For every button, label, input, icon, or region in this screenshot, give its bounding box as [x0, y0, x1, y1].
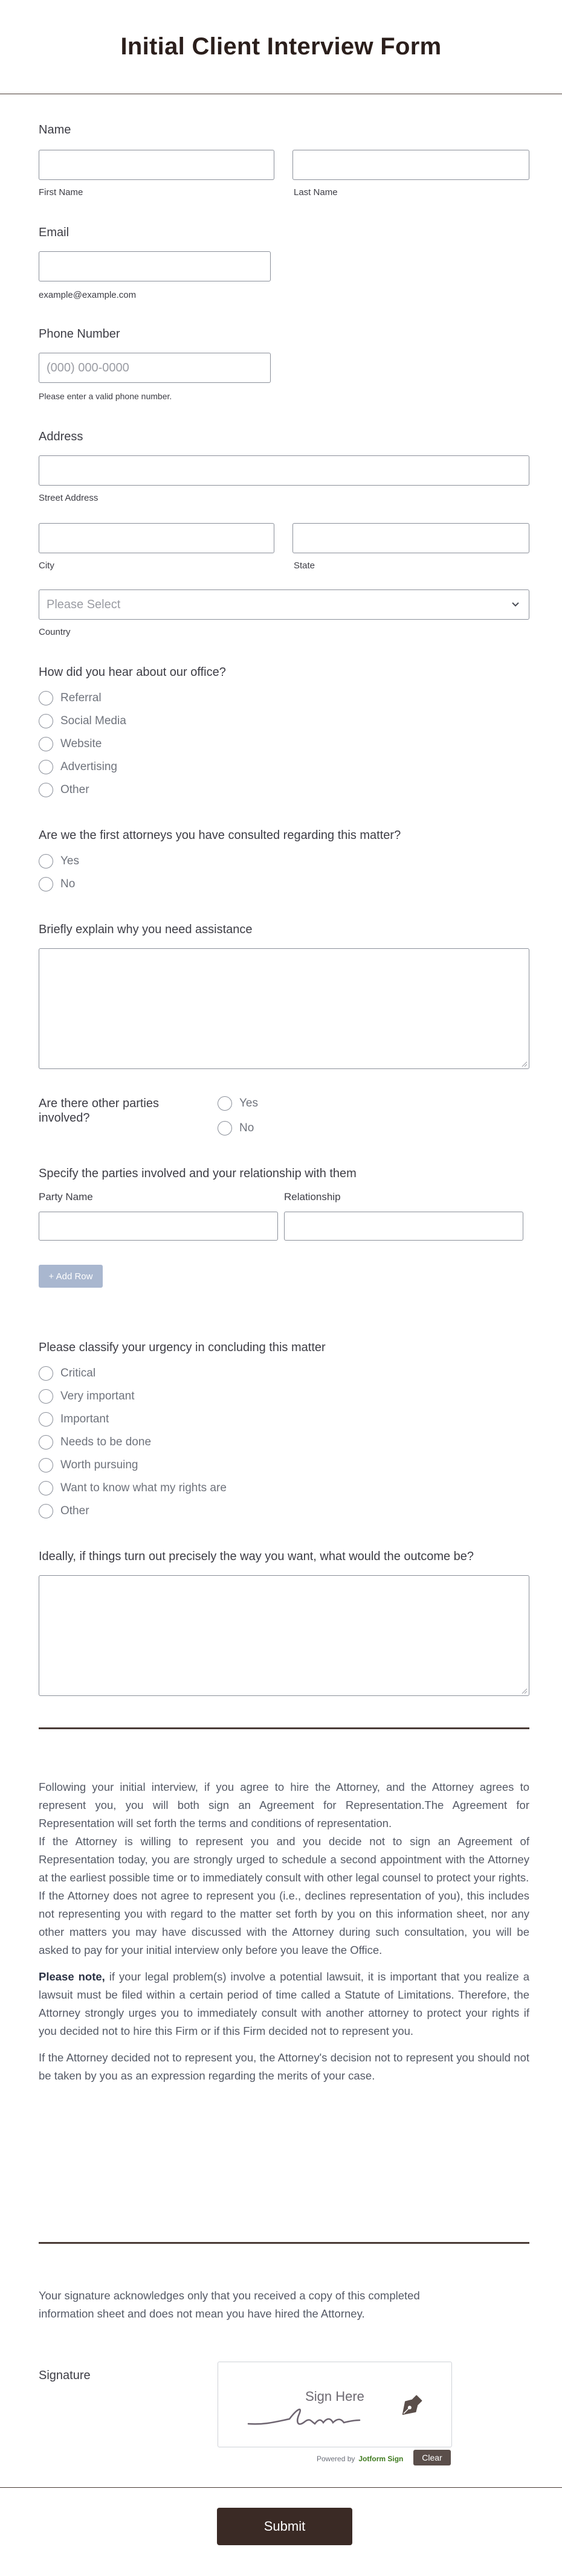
urgency-label: Please classify your urgency in concluding this matter — [39, 1341, 326, 1354]
radio-other[interactable] — [39, 783, 89, 797]
pen-nib-icon — [397, 2392, 425, 2420]
first-attorneys-label: Are we the first attorneys you have consulted regarding this matter? — [39, 829, 401, 842]
add-row-button[interactable]: + Add Row — [39, 1265, 103, 1288]
radio-label: Needs to be done — [60, 1436, 152, 1448]
first-name-sublabel: First Name — [39, 187, 83, 198]
radio-label: Other — [60, 783, 89, 796]
street-address-input[interactable] — [39, 455, 529, 486]
radio-circle[interactable] — [39, 760, 53, 774]
radio-label: Very important — [60, 1390, 135, 1402]
signature-placeholder: Sign Here — [305, 2389, 364, 2404]
signature-pad[interactable] — [218, 2362, 452, 2447]
phone-sublabel: Please enter a valid phone number. — [39, 391, 172, 401]
info-paragraph: If the Attorney decided not to represent you, the Attorney's decision not to represent you should not be taken by you as an expression regarding the merits of your case. — [39, 2051, 529, 2082]
radio-label: Want to know what my rights are — [60, 1482, 227, 1494]
section-divider — [39, 2242, 529, 2244]
radio-needs-to-be-done[interactable] — [39, 1435, 151, 1450]
name-label: Name — [39, 123, 71, 137]
outcome-label: Ideally, if things turn out precisely the way you want, what would the outcome be? — [39, 1550, 474, 1563]
email-input[interactable] — [39, 251, 271, 281]
radio-circle[interactable] — [39, 783, 53, 797]
city-input[interactable] — [39, 523, 274, 553]
radio-no[interactable] — [39, 877, 75, 891]
info-text — [39, 1778, 529, 2085]
radio-critical[interactable] — [39, 1366, 95, 1381]
resize-grip-icon[interactable] — [521, 1061, 527, 1067]
outcome-textarea[interactable] — [39, 1575, 529, 1696]
radio-circle[interactable] — [39, 1435, 53, 1450]
radio-very-important[interactable] — [39, 1389, 135, 1404]
hear-about-label: How did you hear about our office? — [39, 666, 226, 679]
country-sublabel: Country — [39, 627, 71, 637]
acknowledge-line: information sheet and does not mean you have hired the Attorney. — [39, 2307, 365, 2320]
chevron-down-icon — [511, 599, 520, 609]
radio-circle[interactable] — [39, 877, 53, 891]
radio-circle[interactable] — [39, 1458, 53, 1473]
radio-yes[interactable] — [39, 854, 79, 869]
relationship-input[interactable] — [284, 1212, 523, 1241]
other-parties-label-line: involved? — [39, 1111, 90, 1125]
radio-label: Referral — [60, 692, 102, 704]
info-paragraph: If the Attorney is willing to represent you and you decide not to sign an Agreement of Representation today, you are strongly urged to schedule a second appointment with the Attorney at the earliest possible time or to immediately consult with other legal counsel to protect your rights. — [39, 1835, 529, 1884]
other-parties-label — [39, 1096, 159, 1125]
info-paragraph-note — [39, 1968, 529, 2040]
info-paragraph: Following your initial interview, if you agree to hire the Attorney, and the Attorney agrees to represent you, you will both sign an Agreement for Representation.The Agreement for Representation will set forth the terms and conditions of representation. — [39, 1781, 529, 1829]
address-label: Address — [39, 430, 83, 443]
street-address-sublabel: Street Address — [39, 493, 99, 503]
radio-circle[interactable] — [218, 1121, 232, 1135]
city-sublabel: City — [39, 560, 54, 571]
radio-circle[interactable] — [39, 1504, 53, 1518]
relationship-header: Relationship — [284, 1191, 341, 1203]
radio-label: Yes — [60, 855, 79, 867]
radio-circle[interactable] — [39, 1366, 53, 1381]
resize-grip-icon[interactable] — [521, 1688, 527, 1694]
acknowledge-line: Your signature acknowledges only that you received a copy of this completed — [39, 2289, 420, 2302]
email-sublabel: example@example.com — [39, 290, 137, 300]
email-label: Email — [39, 226, 69, 239]
radio-referral[interactable] — [39, 691, 102, 705]
radio-label: No — [60, 878, 76, 890]
radio-circle[interactable] — [39, 1389, 53, 1404]
radio-circle[interactable] — [39, 1481, 53, 1495]
radio-circle[interactable] — [218, 1096, 232, 1111]
radio-label: Worth pursuing — [60, 1459, 138, 1471]
state-sublabel: State — [294, 560, 315, 571]
signature-label: Signature — [39, 2369, 91, 2382]
radio-website[interactable] — [39, 737, 102, 751]
radio-want-to-know-rights[interactable] — [39, 1481, 227, 1495]
other-parties-label-line: Are there other parties — [39, 1097, 159, 1110]
explain-textarea[interactable] — [39, 948, 529, 1069]
radio-label: Other — [60, 1505, 89, 1517]
first-name-input[interactable] — [39, 150, 274, 180]
form-header — [0, 0, 562, 94]
phone-input[interactable]: (000) 000-0000 — [39, 353, 271, 383]
radio-label: Yes — [239, 1097, 258, 1110]
footer-divider — [0, 2487, 562, 2488]
radio-important[interactable] — [39, 1412, 109, 1427]
powered-by-text: Powered by — [317, 2455, 355, 2463]
state-input[interactable] — [292, 523, 529, 553]
country-select[interactable] — [39, 589, 529, 620]
radio-other-parties-yes[interactable] — [218, 1096, 258, 1111]
party-name-header: Party Name — [39, 1191, 93, 1203]
radio-label: Advertising — [60, 760, 117, 773]
country-select-value: Please Select — [47, 597, 121, 611]
radio-label: Critical — [60, 1367, 96, 1380]
form-title: Initial Client Interview Form — [120, 33, 442, 60]
powered-by — [317, 2455, 403, 2463]
party-name-input[interactable] — [39, 1212, 278, 1241]
radio-label: Website — [60, 737, 102, 750]
phone-label: Phone Number — [39, 327, 120, 341]
last-name-sublabel: Last Name — [294, 187, 338, 198]
acknowledge-text — [39, 2287, 529, 2323]
jotform-sign-brand: Jotform Sign — [358, 2455, 404, 2463]
radio-social-media[interactable] — [39, 714, 126, 728]
submit-button[interactable]: Submit — [217, 2508, 352, 2545]
radio-circle[interactable] — [39, 854, 53, 869]
radio-label: Important — [60, 1413, 109, 1425]
note-bold: Please note, — [39, 1970, 105, 1983]
radio-label: No — [239, 1122, 254, 1134]
radio-circle[interactable] — [39, 737, 53, 751]
explain-label: Briefly explain why you need assistance — [39, 923, 253, 936]
radio-other-parties-no[interactable] — [218, 1121, 254, 1135]
clear-signature-button[interactable]: Clear — [413, 2450, 451, 2465]
parties-label: Specify the parties involved and your relationship with them — [39, 1167, 357, 1180]
radio-advertising[interactable] — [39, 760, 117, 774]
radio-urgency-other[interactable] — [39, 1504, 89, 1518]
radio-circle[interactable] — [39, 691, 53, 705]
radio-worth-pursuing[interactable] — [39, 1458, 138, 1473]
radio-circle[interactable] — [39, 714, 53, 728]
radio-circle[interactable] — [39, 1412, 53, 1427]
info-paragraph: If the Attorney does not agree to represent you (i.e., declines representation of you), this includes not representing you with regard to the matter set forth by you on this information sheet, nor any other matters you may have discussed with the Attorney during such consultation, you will be asked to pay for your initial interview only before you leave the Office. — [39, 1889, 529, 1956]
radio-label: Social Media — [60, 715, 126, 727]
last-name-input[interactable] — [292, 150, 529, 180]
note-text: if your legal problem(s) involve a potential lawsuit, it is important that you realize a lawsuit must be filed within a certain period of time called a Statute of Limitations. Therefore, the Attorney strongly urges you to immediately consult with another attorney to protect your rights if you decided not to hire this Firm or if this Firm decided not to represent you. — [39, 1970, 529, 2037]
section-divider — [39, 1727, 529, 1729]
